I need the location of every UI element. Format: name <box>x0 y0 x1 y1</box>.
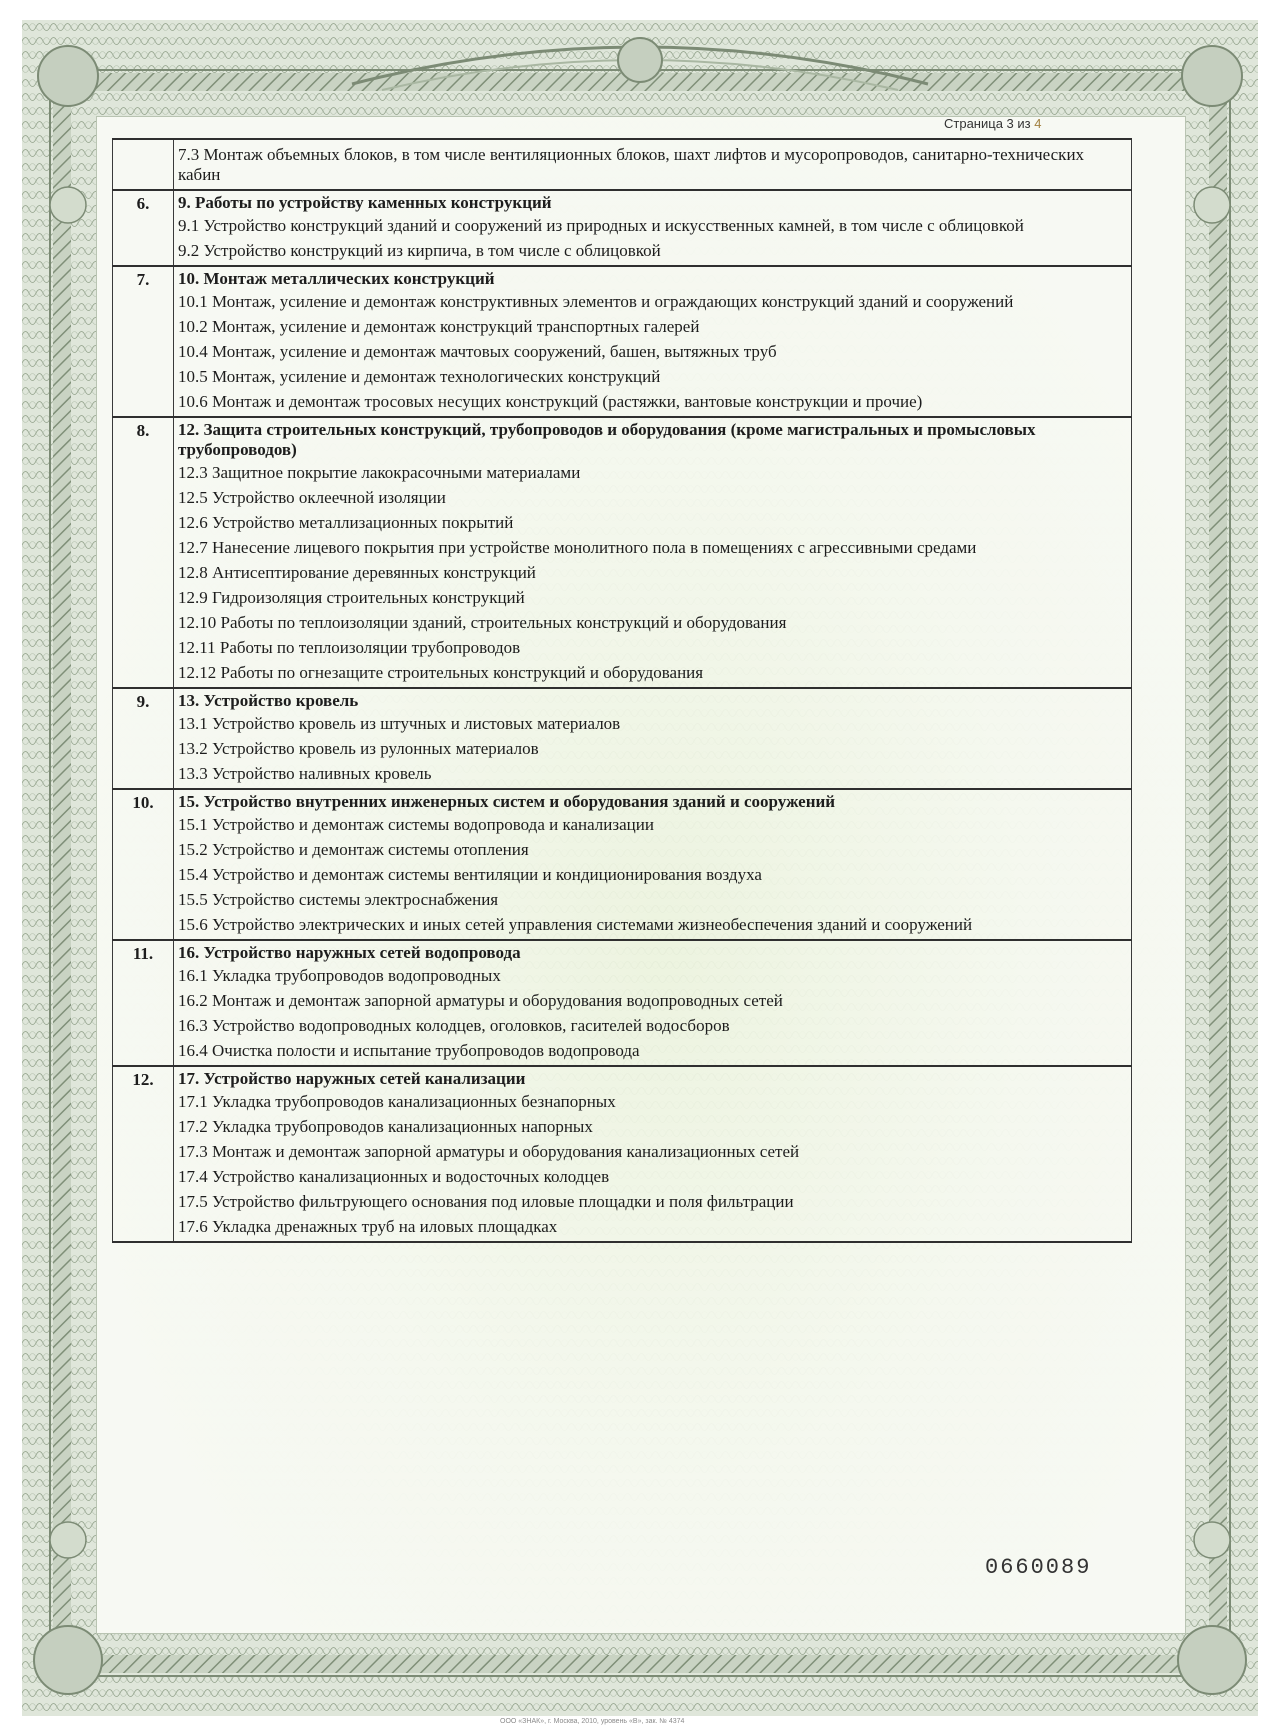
page-label: Страница <box>944 116 1003 131</box>
work-item: 10.6 Монтаж и демонтаж тросовых несущих конструкций (растяжки, вантовые конструкции и прочие) <box>178 392 923 411</box>
work-item: 13.3 Устройство наливных кровель <box>178 764 432 783</box>
table-row <box>113 190 1132 266</box>
work-item: 12.3 Защитное покрытие лакокрасочными материалами <box>178 463 581 482</box>
work-item: 15.6 Устройство электрических и иных сетей управления системами жизнеобеспечения зданий и сооружений <box>178 915 973 934</box>
work-category: 15. Устройство внутренних инженерных систем и оборудования зданий и сооружений <box>178 792 836 811</box>
table-row <box>113 940 1132 1066</box>
work-item: 17.4 Устройство канализационных и водосточных колодцев <box>178 1167 610 1186</box>
work-item: 12.5 Устройство оклеечной изоляции <box>178 488 446 507</box>
table-row <box>113 1066 1132 1242</box>
work-item: 12.7 Нанесение лицевого покрытия при устройстве монолитного пола в помещениях с агрессивными средами <box>178 538 977 557</box>
page-of: из <box>1017 116 1031 131</box>
row-content <box>174 688 1132 789</box>
work-item: 15.2 Устройство и демонтаж системы отопления <box>178 840 529 859</box>
work-item: 15.4 Устройство и демонтаж системы вентиляции и кондиционирования воздуха <box>178 865 762 884</box>
work-item: 16.3 Устройство водопроводных колодцев, оголовков, гасителей водосборов <box>178 1016 730 1035</box>
work-category: 13. Устройство кровель <box>178 691 359 710</box>
printer-note: ООО «ЗНАК», г. Москва, 2010, уровень «В», зак. № 4374 <box>500 1718 685 1725</box>
row-content <box>174 266 1132 417</box>
works-table-body <box>113 139 1132 1242</box>
work-item: 13.1 Устройство кровель из штучных и листовых материалов <box>178 714 621 733</box>
work-item: 17.3 Монтаж и демонтаж запорной арматуры и оборудования канализационных сетей <box>178 1142 800 1161</box>
row-number: 11. <box>113 940 174 1066</box>
table-row <box>113 688 1132 789</box>
row-number: 6. <box>113 190 174 266</box>
row-number: 9. <box>113 688 174 789</box>
work-item: 12.10 Работы по теплоизоляции зданий, строительных конструкций и оборудования <box>178 613 787 632</box>
work-item: 12.12 Работы по огнезащите строительных конструкций и оборудования <box>178 663 704 682</box>
row-number <box>113 139 174 190</box>
work-item: 12.6 Устройство металлизационных покрытий <box>178 513 514 532</box>
work-item: 13.2 Устройство кровель из рулонных материалов <box>178 739 539 758</box>
row-content <box>174 940 1132 1066</box>
row-number: 8. <box>113 417 174 688</box>
work-item: 16.2 Монтаж и демонтаж запорной арматуры и оборудования водопроводных сетей <box>178 991 783 1010</box>
row-content <box>174 190 1132 266</box>
page-current: 3 <box>1006 116 1014 131</box>
work-item: 17.5 Устройство фильтрующего основания под иловые площадки и поля фильтрации <box>178 1192 794 1211</box>
work-item: 16.4 Очистка полости и испытание трубопроводов водопровода <box>178 1041 640 1060</box>
work-item: 17.1 Укладка трубопроводов канализационных безнапорных <box>178 1092 616 1111</box>
row-number: 12. <box>113 1066 174 1242</box>
work-item: 10.2 Монтаж, усиление и демонтаж конструкций транспортных галерей <box>178 317 700 336</box>
work-item: 17.2 Укладка трубопроводов канализационных напорных <box>178 1117 593 1136</box>
table-row <box>113 266 1132 417</box>
work-item: 17.6 Укладка дренажных труб на иловых площадках <box>178 1217 558 1236</box>
work-category: 16. Устройство наружных сетей водопровода <box>178 943 521 962</box>
work-item: 7.3 Монтаж объемных блоков, в том числе вентиляционных блоков, шахт лифтов и мусоропроводов, санитарно-технических кабин <box>178 145 1085 184</box>
serial-number: 0660089 <box>985 1555 1092 1580</box>
work-item: 15.5 Устройство системы электроснабжения <box>178 890 499 909</box>
row-content <box>174 417 1132 688</box>
work-item: 9.1 Устройство конструкций зданий и сооружений из природных и искусственных камней, в том числе с облицовкой <box>178 216 1024 235</box>
work-item: 12.11 Работы по теплоизоляции трубопроводов <box>178 638 521 657</box>
table-row <box>113 789 1132 940</box>
work-item: 16.1 Укладка трубопроводов водопроводных <box>178 966 501 985</box>
work-item: 10.1 Монтаж, усиление и демонтаж конструктивных элементов и ограждающих конструкций зданий и сооружений <box>178 292 1014 311</box>
table-row <box>113 139 1132 190</box>
work-item: 10.5 Монтаж, усиление и демонтаж технологических конструкций <box>178 367 661 386</box>
page-total: 4 <box>1034 116 1042 131</box>
works-table <box>112 138 1132 1243</box>
row-number: 10. <box>113 789 174 940</box>
work-category: 9. Работы по устройству каменных конструкций <box>178 193 552 212</box>
table-row <box>113 417 1132 688</box>
work-item: 12.9 Гидроизоляция строительных конструкций <box>178 588 525 607</box>
work-item: 9.2 Устройство конструкций из кирпича, в том числе с облицовкой <box>178 241 661 260</box>
row-number: 7. <box>113 266 174 417</box>
work-category: 17. Устройство наружных сетей канализации <box>178 1069 526 1088</box>
row-content <box>174 789 1132 940</box>
work-category: 12. Защита строительных конструкций, трубопроводов и оборудования (кроме магистральных и промысловых трубопроводов) <box>178 420 1036 459</box>
work-item: 10.4 Монтаж, усиление и демонтаж мачтовых сооружений, башен, вытяжных труб <box>178 342 777 361</box>
work-category: 10. Монтаж металлических конструкций <box>178 269 495 288</box>
row-content <box>174 139 1132 190</box>
row-content <box>174 1066 1132 1242</box>
page-indicator <box>944 116 1042 131</box>
work-item: 12.8 Антисептирование деревянных конструкций <box>178 563 536 582</box>
work-item: 15.1 Устройство и демонтаж системы водопровода и канализации <box>178 815 654 834</box>
